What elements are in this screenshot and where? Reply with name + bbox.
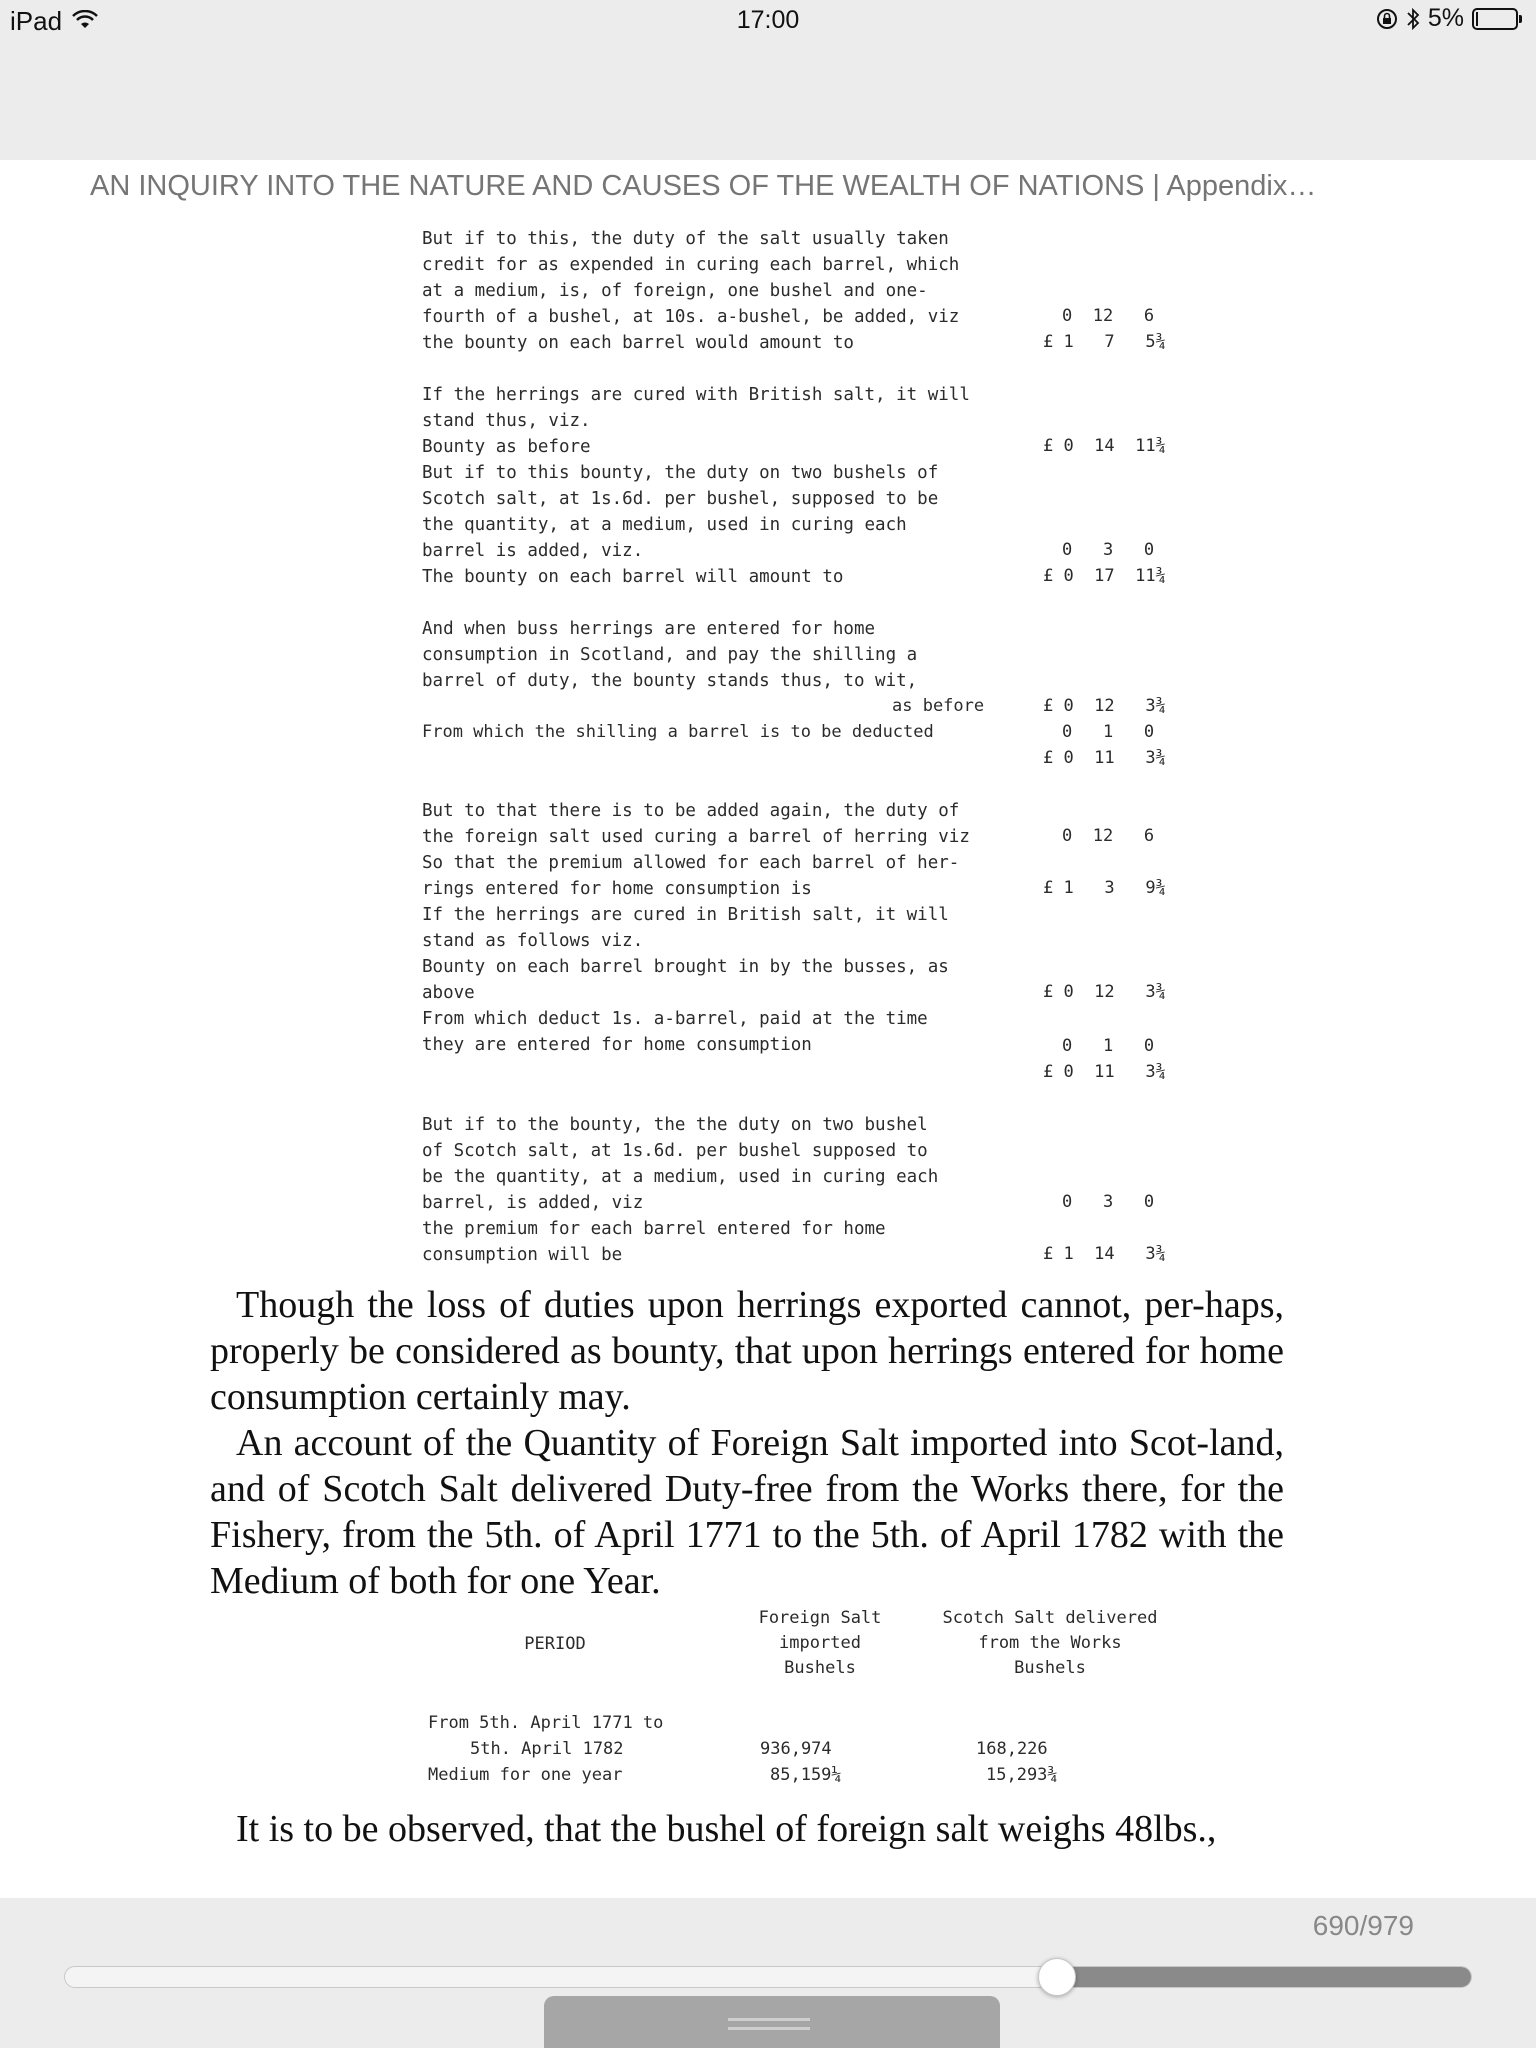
- scan-line: If the herrings are cured with British salt, it will: [422, 385, 970, 405]
- salt-table: [420, 1606, 1180, 1786]
- scan-line: stand thus, viz.: [422, 411, 591, 431]
- page-indicator: 690/979: [1312, 1910, 1414, 1941]
- scan-line: the bounty on each barrel would amount to: [422, 333, 854, 353]
- scan-text: From which the shilling a barrel is to be deducted: [422, 722, 934, 742]
- body-paragraph-last: [210, 1806, 1284, 1852]
- scan-block-2-text: [422, 382, 970, 590]
- scan-line: Scotch salt, at 1s.6d. per bushel, supposed to be: [422, 489, 939, 509]
- scan-line: Bounty on each barrel brought in by the busses, as: [422, 957, 949, 977]
- scan-value: £ 0 14 11¾: [1043, 436, 1166, 456]
- rotation-lock-icon: [1376, 8, 1398, 30]
- table-header-period: PERIOD: [524, 1634, 586, 1654]
- scan-line: consumption in Scotland, and pay the shilling a: [422, 645, 918, 665]
- table-header-foreign: Foreign Salt imported Bushels: [758, 1608, 882, 1678]
- scan-line: the quantity, at a medium, used in curing each: [422, 515, 907, 535]
- scan-line: consumption will be: [422, 1245, 623, 1265]
- slider-fill: [1056, 1967, 1471, 1987]
- device-name: iPad: [10, 6, 63, 36]
- scan-text: as before: [892, 696, 985, 716]
- scan-line: above: [422, 983, 475, 1003]
- scan-line: stand as follows viz.: [422, 931, 644, 951]
- bluetooth-icon: [1406, 7, 1420, 31]
- scan-line: And when buss herrings are entered for home: [422, 619, 876, 639]
- scan-line: If the herrings are cured in British salt, it will: [422, 905, 949, 925]
- battery-percent: 5%: [1427, 4, 1464, 32]
- scan-line: But if to the bounty, the the duty on two bushel: [422, 1115, 928, 1135]
- paragraph: Though the loss of duties upon herrings exported cannot, per-haps, properly be considered as bounty, that upon herrings entered for home consumption certainly may.: [210, 1284, 1284, 1418]
- scan-line: they are entered for home consumption: [422, 1035, 812, 1055]
- scan-value: 0 1 0: [1062, 1036, 1155, 1056]
- scan-value: £ 0 17 11¾: [1043, 566, 1166, 586]
- paragraph: An account of the Quantity of Foreign Salt imported into Scot-land, and of Scotch Salt delivered Duty-free from the Works there, for the Fishery, from the 5th. of April 1771 to the 5th. of April 1782 with the Medium of both for one Year.: [210, 1422, 1284, 1602]
- scan-line: So that the premium allowed for each barrel of her-: [422, 853, 960, 873]
- scan-value: £ 0 11 3¾: [1043, 748, 1166, 768]
- table-cell: From 5th. April 1771 to: [428, 1713, 664, 1733]
- scan-value: 0 1 0: [1062, 722, 1155, 742]
- scan-value: 0 12 6: [1062, 826, 1155, 846]
- scan-value: £ 1 7 5¾: [1043, 332, 1166, 352]
- paragraph: It is to be observed, that the bushel of foreign salt weighs 48lbs.,: [236, 1808, 1217, 1850]
- scan-line: the premium for each barrel entered for home: [422, 1219, 886, 1239]
- scan-value: 0 12 6: [1062, 306, 1155, 326]
- scan-line: rings entered for home consumption is: [422, 879, 812, 899]
- scan-line: From which deduct 1s. a-barrel, paid at the time: [422, 1009, 928, 1029]
- scan-line: fourth of a bushel, at 10s. a-bushel, be added, viz: [422, 307, 960, 327]
- page-slider-thumb[interactable]: [1038, 1958, 1076, 1996]
- table-cell: Medium for one year: [428, 1765, 623, 1785]
- table-header-scotch: Scotch Salt delivered from the Works Bushels: [942, 1608, 1158, 1678]
- scan-line: barrel of duty, the bounty stands thus, to wit,: [422, 671, 918, 691]
- scan-block-4-text: [422, 798, 970, 1058]
- scan-line: But to that there is to be added again, the duty of: [422, 801, 960, 821]
- scan-block-1-text: [422, 226, 959, 356]
- scan-value: £ 0 11 3¾: [1043, 1062, 1166, 1082]
- scan-value: £ 1 3 9¾: [1043, 878, 1166, 898]
- table-cell: 5th. April 1782: [470, 1739, 624, 1759]
- scan-line: The bounty on each barrel will amount to: [422, 567, 844, 587]
- battery-icon: [1472, 8, 1518, 30]
- scan-line: be the quantity, at a medium, used in curing each: [422, 1167, 939, 1187]
- scan-value: £ 0 12 3¾: [1043, 696, 1166, 716]
- table-cell: 15,293¾: [986, 1765, 1058, 1785]
- page-slider-track[interactable]: [64, 1966, 1472, 1988]
- grabber-icon: [728, 2018, 810, 2030]
- book-title: AN INQUIRY INTO THE NATURE AND CAUSES OF THE WEALTH OF NATIONS | Appendix…: [90, 170, 1317, 202]
- scan-line: barrel is added, viz.: [422, 541, 644, 561]
- scan-line: But if to this bounty, the duty on two bushels of: [422, 463, 939, 483]
- scan-value: 0 3 0: [1062, 1192, 1155, 1212]
- clock-time: 17:00: [736, 6, 800, 34]
- scan-value: £ 1 14 3¾: [1043, 1244, 1166, 1264]
- scan-line: the foreign salt used curing a barrel of herring viz: [422, 827, 970, 847]
- scan-line: of Scotch salt, at 1s.6d. per bushel supposed to: [422, 1141, 928, 1161]
- scan-line: barrel, is added, viz: [422, 1193, 644, 1213]
- table-cell: 168,226: [976, 1739, 1048, 1759]
- scan-line: credit for as expended in curing each barrel, which: [422, 255, 960, 275]
- scan-line: at a medium, is, of foreign, one bushel and one-: [422, 281, 928, 301]
- scan-block-3-text: [422, 616, 917, 694]
- body-paragraphs: [210, 1282, 1284, 1604]
- scan-block-5-text: [422, 1112, 938, 1268]
- scan-value: £ 0 12 3¾: [1043, 982, 1166, 1002]
- scan-value: 0 3 0: [1062, 540, 1155, 560]
- scan-line: But if to this, the duty of the salt usually taken: [422, 229, 949, 249]
- status-indicators: [1376, 4, 1518, 33]
- scan-line: Bounty as before: [422, 437, 591, 457]
- table-cell: 936,974: [760, 1739, 832, 1759]
- table-cell: 85,159¼: [770, 1765, 842, 1785]
